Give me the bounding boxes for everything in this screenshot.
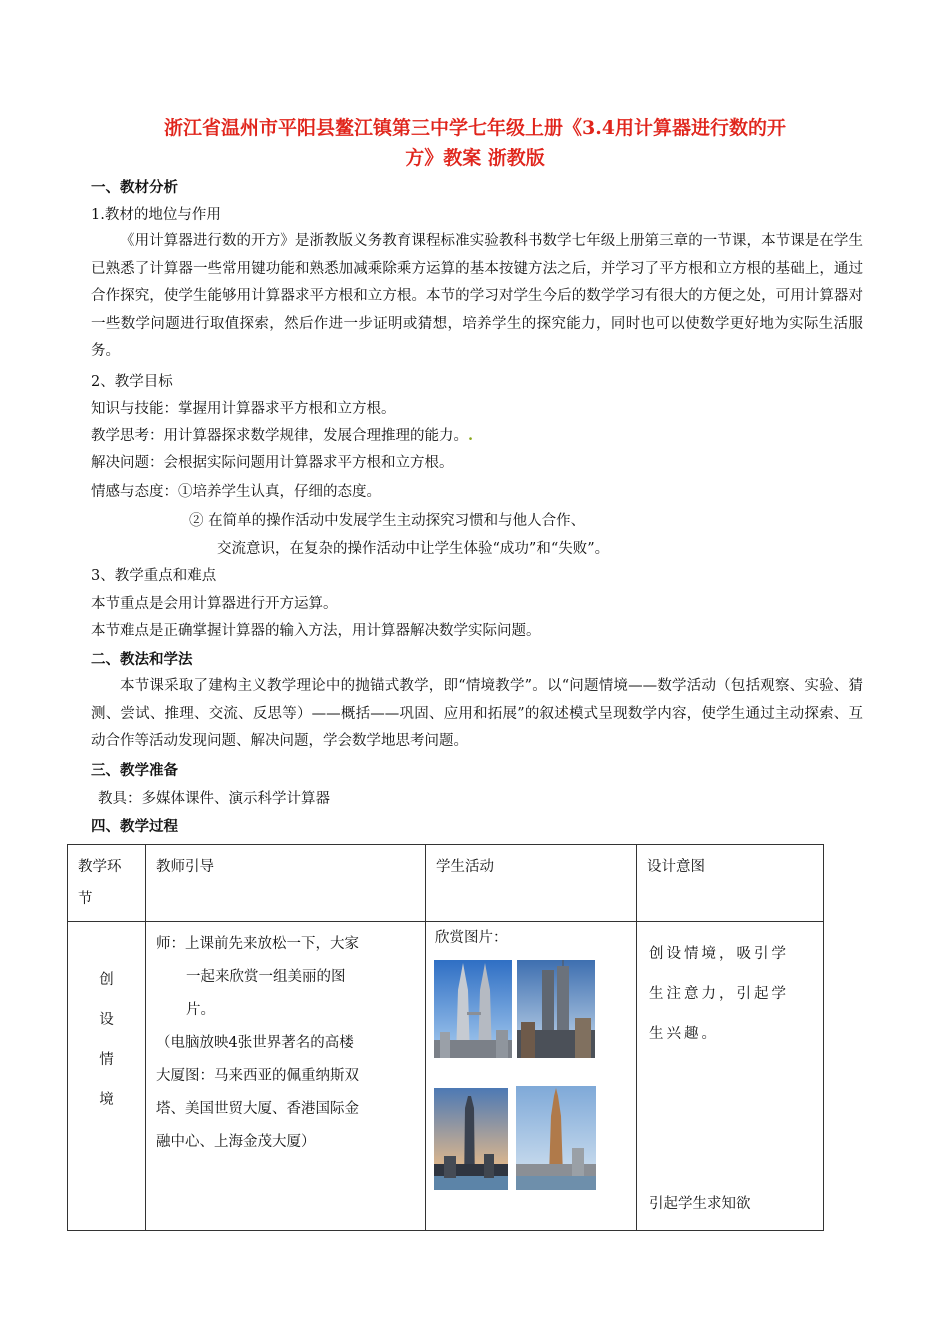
design-text: 创设情境，吸引学 xyxy=(649,946,789,962)
design-cell xyxy=(637,922,824,1231)
teacher-text: （电脑放映4张世界著名的高楼 xyxy=(156,1035,354,1051)
teacher-text: 师：上课前先来放松一下，大家 xyxy=(156,936,359,952)
teacher-text: 大厦图：马来西亚的佩重纳斯双 xyxy=(156,1068,359,1084)
header-teacher-label: 教师引导 xyxy=(156,859,214,875)
stage-char: 创 xyxy=(99,972,114,988)
header-teacher xyxy=(146,845,426,922)
goal-attitude-3: 交流意识，在复杂的操作活动中让学生体验“成功”和“失败”。 xyxy=(217,541,610,557)
process-table xyxy=(67,844,824,1231)
world-trade-center-photo xyxy=(517,960,595,1058)
goal-thinking-text: 教学思考：用计算器探求数学规律，发展合理推理的能力。 xyxy=(91,428,468,444)
teacher-text: 一起来欣赏一组美丽的图 xyxy=(186,969,346,985)
stage-char: 情 xyxy=(99,1052,114,1068)
subheading-2: 2、教学目标 xyxy=(91,374,173,390)
header-student-label: 学生活动 xyxy=(436,859,494,875)
goal-knowledge: 知识与技能：掌握用计算器求平方根和立方根。 xyxy=(91,401,396,417)
section-heading-3: 三、教学准备 xyxy=(91,762,178,779)
goal-problem: 解决问题：会根据实际问题用计算器求平方根和立方根。 xyxy=(91,455,454,471)
student-cell xyxy=(426,922,637,1231)
hong-kong-ifc-photo xyxy=(434,1088,508,1190)
jin-mao-tower-photo xyxy=(516,1086,596,1190)
header-student xyxy=(426,845,637,922)
section-heading-1: 一、教材分析 xyxy=(91,179,178,196)
table-row xyxy=(68,922,824,1231)
student-label: 欣赏图片： xyxy=(435,930,508,946)
header-stage-label: 教学环节 xyxy=(78,859,122,907)
teacher-text: 塔、美国世贸大厦、香港国际金 xyxy=(156,1101,359,1117)
teacher-text: 融中心、上海金茂大厦） xyxy=(156,1134,316,1150)
design-text-bottom: 引起学生求知欲 xyxy=(649,1196,751,1212)
subheading-1: 1.教材的地位与作用 xyxy=(91,207,221,223)
teacher-cell xyxy=(146,922,426,1231)
subheading-3: 3、教学重点和难点 xyxy=(91,568,217,584)
header-design xyxy=(637,845,824,922)
paragraph-2: 本节课采取了建构主义教学理论中的抛锚式教学，即“情境教学”。以“问题情境——数学活动（包括观察、实验、猜测、尝试、推理、交流、反思等）——概括——巩固、应用和拓展”的叙述模式呈现数学内容，使学生通过主动探索、互动合作等活动发现问题、解决问题，学会数学地思考问题。 xyxy=(91,678,863,749)
goal-thinking xyxy=(91,427,473,445)
doc-title-line1: 浙江省温州市平阳县鳌江镇第三中学七年级上册《3.4用计算器进行数的开 xyxy=(163,117,787,139)
difficult-point: 本节难点是正确掌握计算器的输入方法，用计算器解决数学实际问题。 xyxy=(91,623,541,639)
stage-char: 境 xyxy=(99,1092,114,1108)
table-header-row xyxy=(68,845,824,922)
preparation: 教具：多媒体课件、演示科学计算器 xyxy=(98,791,330,807)
stage-char: 设 xyxy=(99,1012,114,1028)
key-point: 本节重点是会用计算器进行开方运算。 xyxy=(91,596,338,612)
header-design-label: 设计意图 xyxy=(647,859,705,875)
design-text: 生注意力，引起学 xyxy=(649,986,789,1002)
design-text: 生兴趣。 xyxy=(649,1026,719,1042)
section-heading-2: 二、教法和学法 xyxy=(91,651,193,668)
stage-cell xyxy=(68,922,146,1231)
goal-thinking-mark: . xyxy=(468,427,474,444)
section-heading-4: 四、教学过程 xyxy=(91,818,178,835)
doc-title-line2: 方》教案 浙教版 xyxy=(405,147,545,169)
paragraph-1: 《用计算器进行数的开方》是浙教版义务教育课程标准实验教科书数学七年级上册第三章的一节课，本节课是在学生已熟悉了计算器一些常用键功能和熟悉加减乘除乘方运算的基本按键方法之后，并学习了平方根和立方根的基础上，通过合作探究，使学生能够用计算器求平方根和立方根。本节的学习对学生今后的数学学习有很大的方便之处，可用计算器对一些数学问题进行取值探索，然后作进一步证明或猜想，培养学生的探究能力，同时也可以使数学更好地为实际生活服务。 xyxy=(91,233,863,359)
goal-attitude-2: ② 在简单的操作活动中发展学生主动探究习惯和与他人合作、 xyxy=(189,513,586,529)
goal-attitude: 情感与态度：①培养学生认真，仔细的态度。 xyxy=(91,484,381,500)
petronas-towers-photo xyxy=(434,960,512,1058)
header-stage xyxy=(68,845,146,922)
teacher-text: 片。 xyxy=(186,1002,215,1018)
